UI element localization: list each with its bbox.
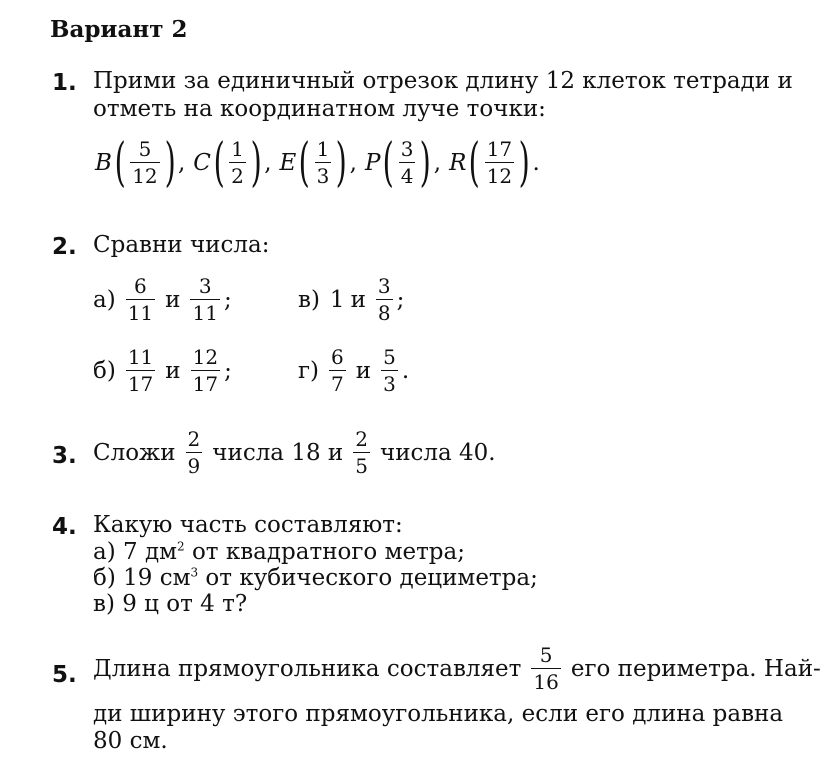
point-c: C ( $\frac{1}{2}$ ) , xyxy=(193,132,272,193)
task4-number: 4. xyxy=(52,514,77,540)
and-word: и xyxy=(350,286,366,313)
task3-text xyxy=(93,428,496,478)
fraction: $\frac{3}{11}$ xyxy=(192,274,218,326)
fraction: $\frac{3}{8}$ xyxy=(377,274,391,326)
task2-item-a xyxy=(93,275,232,325)
and-word: и xyxy=(165,357,181,384)
task1-line2: отметь на координатном луче точки: xyxy=(93,96,546,122)
and-word: и xyxy=(165,286,181,313)
fraction: $\frac{11}{17}$ xyxy=(127,345,154,397)
punct: ; xyxy=(223,286,232,313)
text: числа 40. xyxy=(379,439,496,466)
task1-number: 1. xyxy=(52,70,77,96)
fraction: $\frac{2}{5}$ xyxy=(355,427,368,479)
and-word: и xyxy=(355,357,372,384)
task2-item-v xyxy=(298,275,404,325)
point-b: B ( $\frac{5}{12}$ ) , xyxy=(95,132,186,193)
task4-item-v: в) 9 ц от 4 т? xyxy=(93,591,248,617)
task5-line3: 80 см. xyxy=(93,728,168,754)
punct: ; xyxy=(396,286,405,313)
whole-number: 1 xyxy=(329,286,345,313)
task5-line1 xyxy=(93,644,821,694)
fraction: $\frac{2}{9}$ xyxy=(187,427,201,479)
point-r: R ( $\frac{17}{12}$ ) . xyxy=(449,132,540,193)
task2-number: 2. xyxy=(52,234,77,260)
punct: . xyxy=(401,357,410,384)
punct: ; xyxy=(224,357,232,384)
task2-text: Сравни числа: xyxy=(93,232,270,258)
task1-line1: Прими за единичный отрезок длину 12 клеток тетради и xyxy=(93,68,793,94)
fraction: $\frac{12}{17}$ xyxy=(192,345,219,397)
point-p: P ( $\frac{3}{4}$ ) , xyxy=(364,132,442,193)
fraction: $\frac{6}{11}$ xyxy=(127,274,154,326)
variant-title: Вариант 2 xyxy=(50,16,188,43)
task2-item-g xyxy=(298,346,409,396)
text: Длина прямоугольника составляет xyxy=(93,655,522,682)
point-e: E ( $\frac{1}{3}$ ) , xyxy=(279,132,357,193)
text: его периметра. Най- xyxy=(570,655,821,682)
task2-item-b xyxy=(93,346,232,396)
item-mark: б) xyxy=(93,357,116,384)
task5-line2: ди ширину этого прямоугольника, если его длина равна xyxy=(93,701,784,727)
task4-item-a: а) 7 $дм^2$ от квадратного метра; xyxy=(93,539,465,565)
task4-item-b: б) 19 $см^3$ от кубического дециметра; xyxy=(93,565,538,591)
item-mark: г) xyxy=(298,357,320,384)
fraction: $\frac{5}{16}$ xyxy=(533,643,559,695)
task1-points xyxy=(95,132,548,193)
text: числа 18 и xyxy=(212,439,344,466)
task5-number: 5. xyxy=(52,662,77,688)
task4-text: Какую часть составляют: xyxy=(93,512,403,538)
text: Сложи xyxy=(93,439,176,466)
fraction: $\frac{6}{7}$ xyxy=(331,345,344,397)
item-mark: а) xyxy=(93,286,116,313)
item-mark: в) xyxy=(298,286,320,313)
fraction: $\frac{5}{3}$ xyxy=(383,345,396,397)
task3-number: 3. xyxy=(52,443,77,469)
